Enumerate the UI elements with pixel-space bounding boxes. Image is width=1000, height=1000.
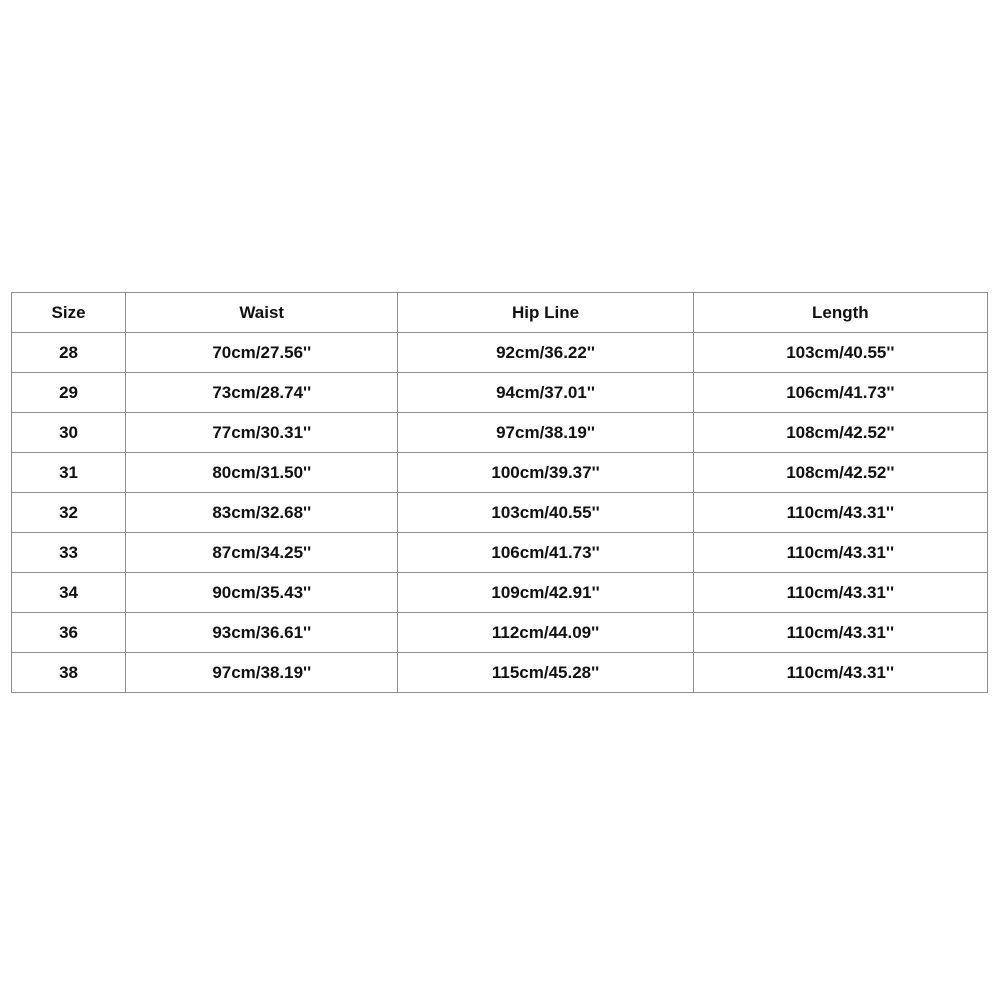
cell-size: 28 [12,333,126,373]
header-hip-line: Hip Line [398,293,693,333]
cell-size: 31 [12,453,126,493]
cell-size: 38 [12,653,126,693]
table-row [12,533,988,573]
cell-length: 110cm/43.31'' [693,653,987,693]
cell-size: 30 [12,413,126,453]
cell-hip-line: 92cm/36.22'' [398,333,693,373]
cell-waist: 83cm/32.68'' [126,493,398,533]
cell-size: 33 [12,533,126,573]
cell-size: 32 [12,493,126,533]
cell-hip-line: 100cm/39.37'' [398,453,693,493]
cell-size: 29 [12,373,126,413]
header-waist: Waist [126,293,398,333]
cell-length: 108cm/42.52'' [693,453,987,493]
size-chart-table [11,292,988,693]
cell-hip-line: 115cm/45.28'' [398,653,693,693]
table-row [12,453,988,493]
cell-hip-line: 112cm/44.09'' [398,613,693,653]
cell-waist: 97cm/38.19'' [126,653,398,693]
cell-hip-line: 109cm/42.91'' [398,573,693,613]
header-size: Size [12,293,126,333]
cell-length: 106cm/41.73'' [693,373,987,413]
table-row [12,613,988,653]
cell-waist: 87cm/34.25'' [126,533,398,573]
cell-hip-line: 94cm/37.01'' [398,373,693,413]
table-row [12,373,988,413]
cell-hip-line: 103cm/40.55'' [398,493,693,533]
cell-length: 110cm/43.31'' [693,613,987,653]
cell-waist: 73cm/28.74'' [126,373,398,413]
table-header-row [12,293,988,333]
cell-hip-line: 106cm/41.73'' [398,533,693,573]
cell-waist: 70cm/27.56'' [126,333,398,373]
table-row [12,413,988,453]
cell-length: 110cm/43.31'' [693,573,987,613]
cell-length: 103cm/40.55'' [693,333,987,373]
cell-waist: 90cm/35.43'' [126,573,398,613]
cell-length: 110cm/43.31'' [693,533,987,573]
cell-waist: 80cm/31.50'' [126,453,398,493]
header-length: Length [693,293,987,333]
cell-length: 108cm/42.52'' [693,413,987,453]
table-row [12,493,988,533]
table-row [12,333,988,373]
cell-waist: 93cm/36.61'' [126,613,398,653]
table-row [12,573,988,613]
cell-size: 36 [12,613,126,653]
cell-size: 34 [12,573,126,613]
table-row [12,653,988,693]
cell-length: 110cm/43.31'' [693,493,987,533]
cell-waist: 77cm/30.31'' [126,413,398,453]
cell-hip-line: 97cm/38.19'' [398,413,693,453]
